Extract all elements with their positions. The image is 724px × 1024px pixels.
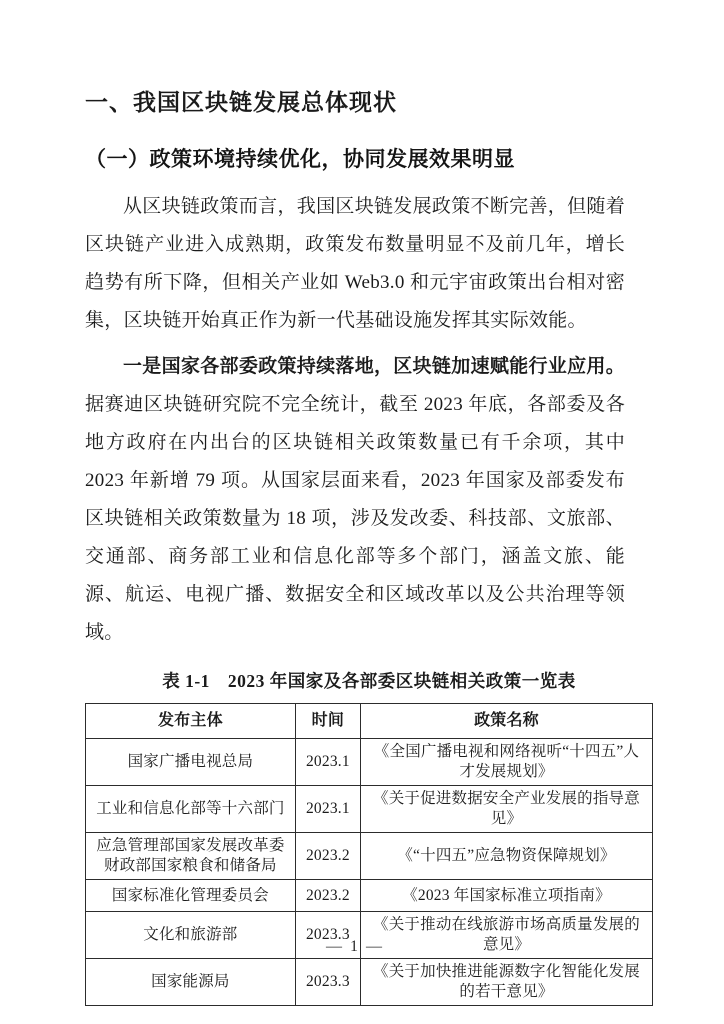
cell-publisher: 国家广播电视总局	[86, 739, 296, 786]
policy-table	[85, 703, 653, 1006]
cell-date: 2023.2	[295, 833, 360, 880]
cell-policy: 《关于推动在线旅游市场高质量发展的意见》	[360, 912, 652, 959]
table-caption: 表 1-1 2023 年国家及各部委区块链相关政策一览表	[162, 671, 576, 692]
cell-date: 2023.2	[295, 880, 360, 912]
table-row	[86, 786, 653, 833]
cell-policy: 《关于促进数据安全产业发展的指导意见》	[360, 786, 652, 833]
page-content	[85, 0, 653, 1006]
paragraph-bold-lead: 一是国家各部委政策持续落地，区块链加速赋能行业应用。	[123, 356, 625, 378]
cell-date: 2023.3	[295, 959, 360, 1006]
cell-policy: 《关于加快推进能源数字化智能化发展的若干意见》	[360, 959, 652, 1006]
subsection-heading: （一）政策环境持续优化，协同发展效果明显	[85, 146, 515, 171]
table-header-row	[86, 704, 653, 739]
cell-publisher: 应急管理部国家发展改革委财政部国家粮食和储备局	[86, 833, 296, 880]
cell-publisher: 工业和信息化部等十六部门	[86, 786, 296, 833]
cell-policy: 《全国广播电视和网络视听“十四五”人才发展规划》	[360, 739, 652, 786]
column-header-date: 时间	[295, 704, 360, 739]
page-number: — 1 —	[326, 938, 384, 955]
table-row	[86, 959, 653, 1006]
cell-date: 2023.1	[295, 786, 360, 833]
paragraph-policy-statistics	[85, 348, 625, 652]
cell-date: 2023.1	[295, 739, 360, 786]
paragraph-body-text: 据赛迪区块链研究院不完全统计，截至 2023 年底，各部委及各地方政府在内出台的区块链相关政策数量已有千余项，其中 2023 年新增 79 项。从国家层面来看，2023 年国家及部委发布区块链相关政策数量为 18 项，涉及发改委、科技部、文旅部、交通部、商务部工业和信息化部等多个部门，涵盖文旅、能源、航运、电视广播、数据安全和区域改革以及公共治理等领域。	[85, 394, 625, 644]
cell-date: 2023.3	[295, 912, 360, 959]
table-row	[86, 739, 653, 786]
column-header-policy: 政策名称	[360, 704, 652, 739]
cell-publisher: 国家能源局	[86, 959, 296, 1006]
column-header-publisher: 发布主体	[86, 704, 296, 739]
cell-policy: 《“十四五”应急物资保障规划》	[360, 833, 652, 880]
table-row	[86, 880, 653, 912]
table-row	[86, 833, 653, 880]
section-heading: 一、我国区块链发展总体现状	[85, 89, 397, 115]
cell-policy: 《2023 年国家标准立项指南》	[360, 880, 652, 912]
cell-publisher: 文化和旅游部	[86, 912, 296, 959]
paragraph-policy-overview: 从区块链政策而言，我国区块链发展政策不断完善，但随着区块链产业进入成熟期，政策发布数量明显不及前几年，增长趋势有所下降，但相关产业如 Web3.0 和元宇宙政策出台相对密集，区块链开始真正作为新一代基础设施发挥其实际效能。	[85, 196, 625, 332]
cell-publisher: 国家标准化管理委员会	[86, 880, 296, 912]
